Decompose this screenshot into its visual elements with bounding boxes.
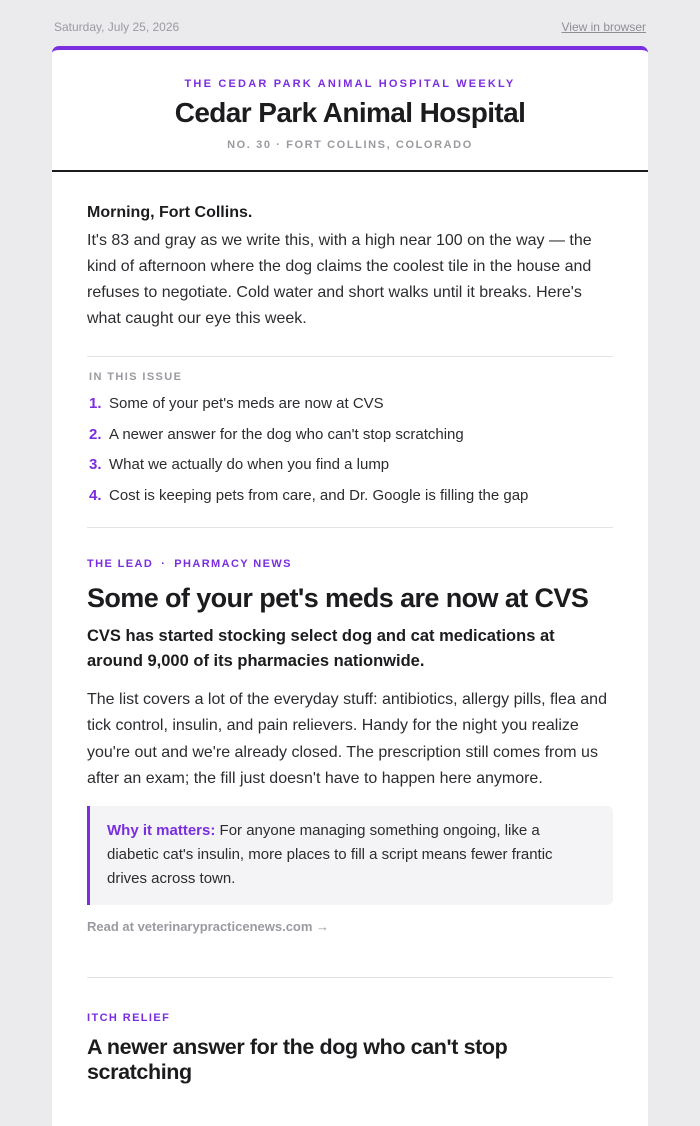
- toc-item[interactable]: [89, 395, 613, 426]
- second-headline: A newer answer for the dog who can't stop scratching: [87, 1035, 508, 1085]
- newsletter-content: [52, 204, 648, 1085]
- category-label: PHARMACY NEWS: [174, 558, 292, 570]
- label-separator: ·: [161, 558, 167, 570]
- toc-heading: IN THIS ISSUE: [89, 371, 183, 383]
- toc-item[interactable]: [89, 426, 613, 457]
- toc-list: [89, 395, 613, 517]
- lead-body: The list covers a lot of the everyday stuff: antibiotics, allergy pills, flea and tick control, insulin, and pain relievers. Handy for the night you realize you're out and we're already closed. The prescription still comes from us after an exam; the fill just doesn't have to happen here anymore.: [87, 691, 607, 787]
- toc-number: 4.: [89, 486, 102, 504]
- toc-label: Some of your pet's meds are now at CVS: [109, 395, 384, 412]
- toc-item[interactable]: [89, 487, 613, 518]
- lead-headline: Some of your pet's meds are now at CVS: [87, 583, 589, 613]
- divider: [87, 977, 613, 978]
- callout-label: Why it matters:: [107, 822, 216, 840]
- view-in-browser-link[interactable]: View in browser: [561, 20, 646, 34]
- second-story: [87, 1012, 613, 1085]
- masthead-kicker: THE CEDAR PARK ANIMAL HOSPITAL WEEKLY: [184, 78, 516, 90]
- lead-story: [87, 558, 613, 934]
- toc-label: Cost is keeping pets from care, and Dr. Google is filling the gap: [109, 486, 529, 504]
- issue-meta: NO. 30 · FORT COLLINS, COLORADO: [227, 139, 473, 151]
- greeting: Morning, Fort Collins.: [87, 204, 253, 221]
- toc-item[interactable]: [89, 456, 613, 487]
- lead-section-label: [87, 558, 613, 570]
- newsletter-card: [52, 46, 648, 1126]
- lead-dek: CVS has started stocking select dog and cat medications at around 9,000 of its pharmacies nationwide.: [87, 627, 555, 670]
- toc-label: A newer answer for the dog who can't stop scratching: [109, 425, 464, 443]
- toc-label: What we actually do when you find a lump: [109, 456, 390, 473]
- why-it-matters-callout: [87, 806, 613, 905]
- second-section-label: ITCH RELIEF: [87, 1012, 171, 1025]
- toc-number: 2.: [89, 425, 102, 443]
- read-more-link[interactable]: Read at veterinarypracticenews.com →: [87, 919, 330, 935]
- masthead: [52, 50, 648, 172]
- toc-number: 3.: [89, 456, 102, 473]
- newsletter-title: Cedar Park Animal Hospital: [174, 97, 526, 128]
- callout-text: For anyone managing something ongoing, like a diabetic cat's insulin, more places to fill a script means fewer frantic drives across town.: [107, 822, 553, 888]
- lead-label: THE LEAD: [87, 558, 154, 570]
- divider: [87, 527, 613, 528]
- issue-date: Saturday, July 25, 2026: [54, 20, 180, 34]
- table-of-contents: [87, 356, 613, 527]
- intro-paragraph: It's 83 and gray as we write this, with a high near 100 on the way — the kind of afternoon where the dog claims the coolest tile in the house and refuses to negotiate. Cold water and short walks until it breaks. Here's what caught our eye this week.: [87, 232, 592, 327]
- email-preheader: [0, 0, 700, 46]
- toc-number: 1.: [89, 395, 102, 412]
